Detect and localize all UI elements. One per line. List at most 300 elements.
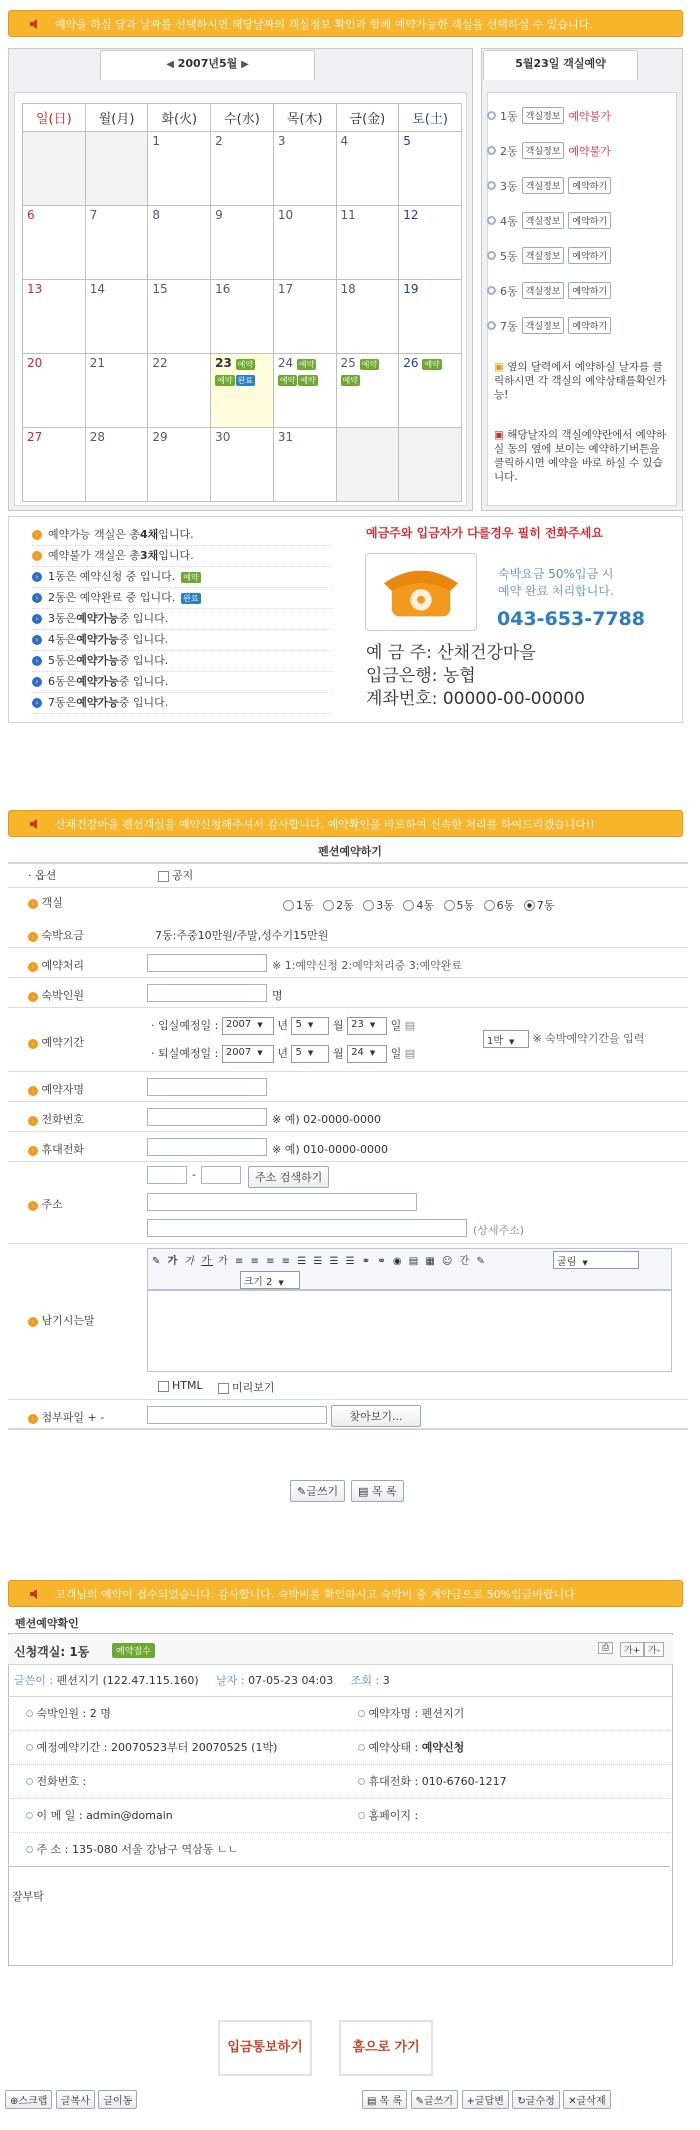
editor-toolbar — [147, 1248, 672, 1290]
room-row — [487, 168, 665, 203]
calendar-day[interactable]: 1 — [148, 132, 211, 206]
bank-account: 계좌번호: 00000-00-00000 — [366, 689, 585, 709]
weekday-header: 화(火) — [148, 104, 211, 132]
phone-icon — [366, 554, 476, 630]
address-detail-input[interactable] — [147, 1219, 467, 1237]
status-item — [32, 651, 332, 672]
bullet-icon: › — [32, 614, 42, 624]
calendar-day-empty — [336, 428, 399, 502]
bullet-icon: › — [28, 962, 38, 972]
prev-month-icon[interactable]: ◀ — [166, 59, 174, 70]
calendar-day[interactable]: 13 — [23, 280, 86, 354]
print-icon[interactable]: ⎙ — [598, 1642, 613, 1654]
weekday-header: 목(木) — [273, 104, 336, 132]
calendar-day[interactable]: 19 — [399, 280, 462, 354]
calendar-day[interactable]: 30 — [211, 428, 274, 502]
calendar-icon[interactable]: ▤ — [404, 1019, 416, 1032]
bullet-icon: › — [32, 593, 42, 603]
editor-format-icons[interactable]: ✎ 가 가 가 가 ≡ ≡ ≡ ≡ ☰ ☰ ☰ ☰ ⚭ ⚭ ◉ ▤ ▦ ☺ 간 ✎ — [152, 1256, 487, 1267]
price-value: 7동:주중10만원/주말,성수기15만원 — [155, 929, 329, 942]
day-number: 25 — [340, 356, 356, 370]
bullet-icon: › — [32, 656, 42, 666]
checkin-label: · 입실예정일 : — [151, 1019, 219, 1032]
address-input[interactable] — [147, 1193, 417, 1211]
done-badge: 완료 — [237, 376, 254, 385]
price-label — [28, 927, 84, 943]
room-radio-label: 4동 — [416, 898, 434, 912]
status-strong: 예약가능 — [76, 633, 119, 646]
option-label: · 옵션 — [8, 863, 136, 887]
room-help-2 — [494, 428, 672, 484]
list-button[interactable] — [351, 1480, 404, 1502]
top-notice — [8, 10, 683, 37]
people-row — [8, 978, 688, 1008]
weekday-header: 일(日) — [23, 104, 86, 132]
calendar-day[interactable]: 29 — [148, 428, 211, 502]
room-radio-selected[interactable] — [524, 900, 535, 911]
room-radio-label: 1동 — [296, 898, 314, 912]
calendar-day-empty — [399, 428, 462, 502]
status-info-label: 예약상태 : — [368, 1741, 422, 1754]
bullet-icon — [487, 286, 496, 295]
lock-icon: ▣ — [494, 429, 504, 441]
room-help-2-text: 해당날자의 객실예약란에서 예약하실 동의 옆에 보이는 예약하기버튼을 클릭하시면 예약을 바로 하실 수 있습니다. — [494, 429, 667, 483]
bank-holder: 예 금 주: 산채건강마을 — [366, 643, 536, 663]
html-checkbox[interactable] — [158, 1381, 169, 1392]
people-unit: 명 — [272, 989, 283, 1002]
status-text: 중 입니다. — [118, 696, 169, 709]
calendar-day-empty — [85, 132, 148, 206]
calendar-day[interactable]: 11 — [336, 206, 399, 280]
calendar-day[interactable]: 12 — [399, 206, 462, 280]
views-label: 조회 : — [350, 1674, 380, 1687]
preview-checkbox[interactable] — [218, 1383, 229, 1394]
bullet-icon — [358, 1778, 365, 1785]
message-label — [28, 1312, 95, 1328]
file-label — [28, 1409, 104, 1425]
info-row-period — [8, 1731, 670, 1765]
period-info-text: 예정예약기간 : 20070523부터 20070525 (1박) — [36, 1741, 278, 1754]
deposit-note — [498, 566, 614, 600]
file-label-text[interactable]: 첨부파일 + - — [41, 1411, 105, 1424]
email-info — [26, 1799, 173, 1833]
room-radio[interactable] — [283, 900, 294, 911]
writer-label: 글쓴이 : — [14, 1674, 54, 1687]
message-textarea[interactable] — [147, 1290, 672, 1372]
checkin-year-select[interactable]: 2007 ▼ — [222, 1017, 274, 1035]
room-name: 5동 — [500, 249, 518, 263]
status-item — [32, 567, 332, 588]
html-option[interactable] — [158, 1379, 203, 1392]
calendar-day[interactable]: 6 — [23, 206, 86, 280]
tel-label-text: 전화번호 — [41, 1113, 85, 1126]
tel-info — [26, 1765, 86, 1799]
room-radio[interactable] — [403, 900, 414, 911]
scrap-label: 스크랩 — [18, 2096, 48, 2107]
bullet-icon — [358, 1812, 365, 1819]
mobile-input[interactable] — [147, 1138, 267, 1156]
checkout-row — [151, 1045, 415, 1063]
people-info-text: 숙박인원 : 2 명 — [36, 1707, 111, 1720]
bullet-icon: › — [32, 677, 42, 687]
delete-button[interactable] — [563, 2090, 610, 2109]
calendar-day[interactable]: 31 — [273, 428, 336, 502]
bank-warning: 예금주와 입금자가 다를경우 필히 전화주세요 — [366, 526, 603, 540]
day-unit: 일 — [390, 1019, 402, 1032]
reserve-badge: 예약 — [217, 376, 233, 385]
status-text: 5동은 — [48, 654, 77, 667]
day-number: 23 — [215, 356, 232, 370]
address-label — [28, 1196, 63, 1212]
bank-info — [366, 642, 585, 711]
room-info-button[interactable]: 객실정보 — [522, 212, 565, 229]
room-radio[interactable] — [444, 900, 455, 911]
day-unit: 일 — [390, 1047, 402, 1060]
calendar-day[interactable]: 3 — [273, 132, 336, 206]
modify-button[interactable] — [512, 2090, 559, 2109]
price-row — [8, 918, 688, 948]
status-text: 입니다. — [158, 549, 194, 562]
font-up-button[interactable]: 가+ — [620, 1642, 644, 1657]
zipcode-dash: - — [192, 1168, 196, 1181]
checkout-day-select[interactable]: 24 ▼ — [347, 1045, 387, 1063]
info-row-tel — [8, 1765, 670, 1799]
speaker-icon — [29, 818, 41, 830]
address-search-button[interactable]: 주소 검색하기 — [248, 1166, 329, 1188]
next-month-icon[interactable]: ▶ — [241, 59, 249, 70]
calendar-day[interactable] — [399, 354, 462, 428]
calendar-month-label: 2007년5월 — [177, 57, 238, 70]
info-row-people — [8, 1697, 670, 1731]
calendar-day[interactable]: 18 — [336, 280, 399, 354]
calendar-day[interactable] — [273, 354, 336, 428]
status-text: 1동은 예약신청 중 입니다. — [48, 570, 176, 583]
room-row — [487, 238, 665, 273]
email-info-text: 이 메 일 : admin@domain — [36, 1809, 173, 1822]
room-name: 4동 — [500, 214, 518, 228]
confirm-title: 펜션예약확인 — [15, 1617, 79, 1630]
room-name: 3동 — [500, 179, 518, 193]
write-button-label: 글쓰기 — [306, 1485, 339, 1498]
calendar-day[interactable]: 7 — [85, 206, 148, 280]
move-button[interactable]: 글이동 — [98, 2090, 137, 2109]
bullet-icon: › — [28, 1039, 38, 1049]
calendar-day[interactable]: 5 — [399, 132, 462, 206]
room-list — [487, 98, 665, 343]
nights-group — [483, 1030, 644, 1048]
reserve-badge: 예약 — [342, 376, 358, 385]
people-input[interactable] — [147, 984, 267, 1002]
room-row — [487, 203, 665, 238]
tel-hint: ※ 예) 02-0000-0000 — [272, 1113, 382, 1126]
bullet-icon: › — [28, 899, 38, 909]
zipcode-input-1[interactable] — [147, 1166, 187, 1184]
process-input[interactable] — [147, 954, 267, 972]
homepage-info-text: 홈페이지 : — [368, 1809, 419, 1822]
zipcode-input-2[interactable] — [201, 1166, 241, 1184]
room-info-button[interactable]: 객실정보 — [522, 247, 565, 264]
preview-option[interactable] — [218, 1379, 275, 1395]
checkin-day-select[interactable]: 23 ▼ — [347, 1017, 387, 1035]
status-text: 입니다. — [158, 528, 194, 541]
info-row-email — [8, 1799, 670, 1833]
reserve-badge: 예약 — [237, 360, 254, 369]
room-reserve-button[interactable]: 예약하기 — [568, 212, 611, 229]
status-text: 4동은 — [48, 633, 77, 646]
room-reserve-button[interactable]: 예약하기 — [568, 177, 611, 194]
list-label: 목 록 — [379, 2096, 403, 2107]
process-row — [8, 948, 688, 978]
speaker-icon — [29, 1588, 41, 1600]
reservation-form — [8, 862, 688, 918]
calendar-icon: ▣ — [494, 361, 504, 373]
top-notice-text: 예약을 하실 달과 날짜를 선택하시면 해당날짜의 객실정보 확인과 함께 예약가능한 객실을 선택하실 수 있습니다. — [55, 18, 593, 31]
write-button[interactable] — [411, 2090, 458, 2109]
writer-value: 펜션지기 (122.47.115.160) — [56, 1674, 199, 1687]
deposit-notify-button[interactable]: 입금통보하기 — [218, 2020, 312, 2076]
calendar-day[interactable]: 14 — [85, 280, 148, 354]
room-radio[interactable] — [363, 900, 374, 911]
room-name: 1동 — [500, 109, 518, 123]
pencil-icon: ✎ — [415, 2096, 425, 2107]
status-list — [32, 525, 332, 714]
address-info-text: 주 소 : 135-080 서울 강남구 역삼동 ㄴㄴ — [36, 1843, 239, 1856]
font-down-button[interactable]: 가- — [644, 1642, 664, 1657]
weekday-header: 수(水) — [211, 104, 274, 132]
calendar-day[interactable]: 16 — [211, 280, 274, 354]
message-label-text: 남기시는말 — [41, 1314, 95, 1327]
room-radio-group — [283, 897, 554, 913]
reply-button[interactable] — [462, 2090, 509, 2109]
room-help-1-text: 옆의 달력에서 예약하실 날자를 클릭하시면 각 객실의 예약상태를확인가능! — [494, 361, 667, 401]
speaker-icon — [29, 18, 41, 30]
bullet-icon — [26, 1778, 33, 1785]
period-row — [8, 1008, 688, 1072]
tel-label — [28, 1111, 84, 1127]
room-name: 2동 — [500, 144, 518, 158]
delete-icon: ✕ — [568, 2096, 577, 2107]
status-text: 3동은 — [48, 612, 77, 625]
delete-label: 글삭제 — [576, 2096, 606, 2107]
font-select[interactable]: 굴림 ▼ — [553, 1251, 639, 1269]
nights-select[interactable]: 1박 ▼ — [483, 1030, 529, 1048]
notice-option-text: 공지 — [172, 869, 194, 883]
checkout-month-select[interactable]: 5 ▼ — [291, 1045, 329, 1063]
bullet-icon — [487, 216, 496, 225]
checkin-month-select[interactable]: 5 ▼ — [291, 1017, 329, 1035]
status-text: 예약불가 객실은 총 — [48, 549, 141, 562]
weekday-header: 금(金) — [336, 104, 399, 132]
status-text: 예약가능 객실은 총 — [48, 528, 141, 541]
calendar-day[interactable] — [336, 354, 399, 428]
mobile-label — [28, 1141, 84, 1157]
room-radio[interactable] — [323, 900, 334, 911]
modify-label: 글수정 — [525, 2096, 555, 2107]
write-button[interactable] — [290, 1480, 345, 1502]
calendar-day[interactable]: 27 — [23, 428, 86, 502]
day-number: 24 — [277, 356, 294, 370]
pencil-icon: ✎ — [297, 1485, 307, 1498]
notice-checkbox[interactable] — [158, 871, 169, 882]
name-input[interactable] — [147, 1078, 267, 1096]
status-item — [32, 609, 332, 630]
calendar-day[interactable]: 2 — [211, 132, 274, 206]
bullet-icon: › — [28, 1201, 38, 1211]
file-row — [8, 1400, 688, 1430]
bullet-icon — [26, 1812, 33, 1819]
bullet-icon — [26, 1744, 33, 1751]
status-strong: 예약가능 — [76, 612, 119, 625]
bullet-icon: › — [32, 530, 42, 540]
confirm-room: 신청객실: 1동 — [14, 1645, 90, 1659]
calendar-grid — [22, 103, 462, 502]
write-label: 글쓰기 — [424, 2096, 454, 2107]
room-status-badge: 예약접수 — [112, 1643, 155, 1658]
calendar-icon[interactable]: ▤ — [404, 1047, 416, 1060]
bullet-icon — [26, 1710, 33, 1717]
list-button[interactable] — [362, 2090, 407, 2109]
bullet-icon: › — [28, 1317, 38, 1327]
calendar-day-selected[interactable] — [211, 354, 274, 428]
address-detail-hint: (상세주소) — [473, 1224, 525, 1237]
year-unit: 년 — [277, 1047, 288, 1060]
bullet-icon — [487, 251, 496, 260]
tel-input[interactable] — [147, 1108, 267, 1126]
status-strong: 예약가능 — [76, 654, 119, 667]
room-reserve-button[interactable]: 예약하기 — [568, 317, 611, 334]
calendar-day[interactable]: 15 — [148, 280, 211, 354]
bullet-icon: › — [28, 1086, 38, 1096]
checkout-label: · 퇴실예정일 : — [151, 1047, 219, 1060]
calendar-day[interactable]: 9 — [211, 206, 274, 280]
phone-icon-box — [365, 553, 477, 631]
name-row — [8, 1072, 688, 1102]
room-radio-label: 7동 — [536, 898, 555, 912]
done-badge: 완료 — [183, 593, 199, 603]
deposit-line-1: 숙박요금 50%입금 시 — [498, 567, 614, 581]
room-info-button[interactable]: 객실정보 — [522, 317, 565, 334]
confirm-notice-text: 고객님의 예약이 접수되었습니다. 감사합니다. 숙박비를 확인하시고 숙박비 중 계약금으로 50%입금바랍니다 — [55, 1588, 575, 1601]
room-label — [8, 887, 136, 917]
mobile-label-text: 휴대전화 — [41, 1143, 85, 1156]
bullet-icon: › — [32, 551, 42, 561]
plus-icon: ⊕ — [10, 2096, 19, 2107]
calendar-day[interactable]: 10 — [273, 206, 336, 280]
form-title: 펜션예약하기 — [318, 845, 382, 858]
people-info — [26, 1697, 111, 1731]
confirm-header — [8, 1635, 673, 1665]
status-item — [32, 693, 332, 714]
calendar-day[interactable]: 8 — [148, 206, 211, 280]
room-unavailable: 예약불가 — [568, 109, 611, 123]
bank-phone: 043-653-7788 — [497, 608, 645, 630]
address-row — [8, 1162, 688, 1244]
mobile-info — [358, 1765, 507, 1799]
refresh-icon: ↻ — [517, 2096, 526, 2107]
weekday-header: 월(月) — [85, 104, 148, 132]
name-label — [28, 1081, 84, 1097]
calendar-day[interactable]: 22 — [148, 354, 211, 428]
status-item — [32, 588, 332, 609]
room-radio-label: 5동 — [456, 898, 475, 912]
bullet-icon: › — [32, 698, 42, 708]
room-info-button[interactable]: 객실정보 — [522, 107, 565, 124]
calendar-day[interactable]: 20 — [23, 354, 86, 428]
period-info — [26, 1731, 277, 1765]
room-reserve-button[interactable]: 예약하기 — [568, 247, 611, 264]
room-help-1 — [494, 360, 672, 402]
status-item — [32, 546, 332, 567]
weekday-header: 토(土) — [399, 104, 462, 132]
post-content: 잘부탁 — [12, 1890, 44, 1903]
calendar-day[interactable]: 28 — [85, 428, 148, 502]
views-value: 3 — [382, 1674, 390, 1687]
form-notice — [8, 810, 683, 837]
booker-info-text: 예약자명 : 펜션지기 — [368, 1707, 465, 1720]
home-button[interactable]: 홈으로 가기 — [339, 2020, 433, 2076]
checkout-year-select[interactable]: 2007 ▼ — [222, 1045, 274, 1063]
period-label-text: 예약기간 — [41, 1036, 85, 1049]
name-label-text: 예약자명 — [41, 1083, 85, 1096]
font-size-select[interactable]: 크기 2 ▼ — [240, 1271, 300, 1289]
post-meta — [8, 1665, 673, 1697]
room-row — [487, 308, 665, 343]
rooms-panel-title: 5월23일 객실예약 — [483, 50, 638, 80]
room-info-button[interactable]: 객실정보 — [522, 282, 565, 299]
html-label: HTML — [172, 1379, 203, 1392]
room-name: 6동 — [500, 284, 518, 298]
calendar-day[interactable]: 17 — [273, 280, 336, 354]
month-unit: 월 — [332, 1047, 344, 1060]
room-row — [487, 273, 665, 308]
scrap-button[interactable] — [5, 2090, 52, 2109]
bullet-icon: › — [28, 932, 38, 942]
status-item — [32, 525, 332, 546]
year-unit: 년 — [277, 1019, 288, 1032]
list-button-label: 목 록 — [371, 1485, 397, 1498]
copy-button[interactable]: 글복사 — [56, 2090, 95, 2109]
status-text: 중 입니다. — [118, 633, 169, 646]
address-info — [26, 1833, 238, 1867]
calendar-day[interactable]: 4 — [336, 132, 399, 206]
calendar-day[interactable]: 21 — [85, 354, 148, 428]
status-strong: 예약가능 — [76, 696, 119, 709]
room-row — [487, 98, 665, 133]
room-label-text: 객실 — [41, 896, 63, 909]
post-tools-left — [5, 2090, 137, 2109]
message-row — [8, 1244, 688, 1400]
status-text: 중 입니다. — [118, 675, 169, 688]
form-notice-text: 산채건강마을 펜션객실을 예약신청해주셔서 감사합니다. 예약확인을 바로하여 신속한 처리를 하여드리겠습니다!! — [55, 818, 595, 831]
bullet-icon — [487, 181, 496, 190]
file-input[interactable] — [147, 1406, 327, 1424]
list-icon: ▤ — [358, 1485, 369, 1498]
browse-button[interactable]: 찾아보기... — [331, 1405, 421, 1427]
room-info-button[interactable]: 객실정보 — [522, 177, 565, 194]
tel-info-text: 전화번호 : — [36, 1775, 87, 1788]
plus-icon: + — [466, 2096, 475, 2107]
month-unit: 월 — [332, 1019, 344, 1032]
room-unavailable: 예약불가 — [568, 144, 611, 158]
bullet-icon — [487, 146, 496, 155]
room-reserve-button[interactable]: 예약하기 — [568, 282, 611, 299]
reserve-badge: 예약 — [183, 572, 199, 582]
room-info-button[interactable]: 객실정보 — [522, 142, 565, 159]
status-text: 7동은 — [48, 696, 77, 709]
room-radio[interactable] — [484, 900, 495, 911]
info-row-address — [8, 1833, 670, 1867]
people-label — [28, 987, 84, 1003]
